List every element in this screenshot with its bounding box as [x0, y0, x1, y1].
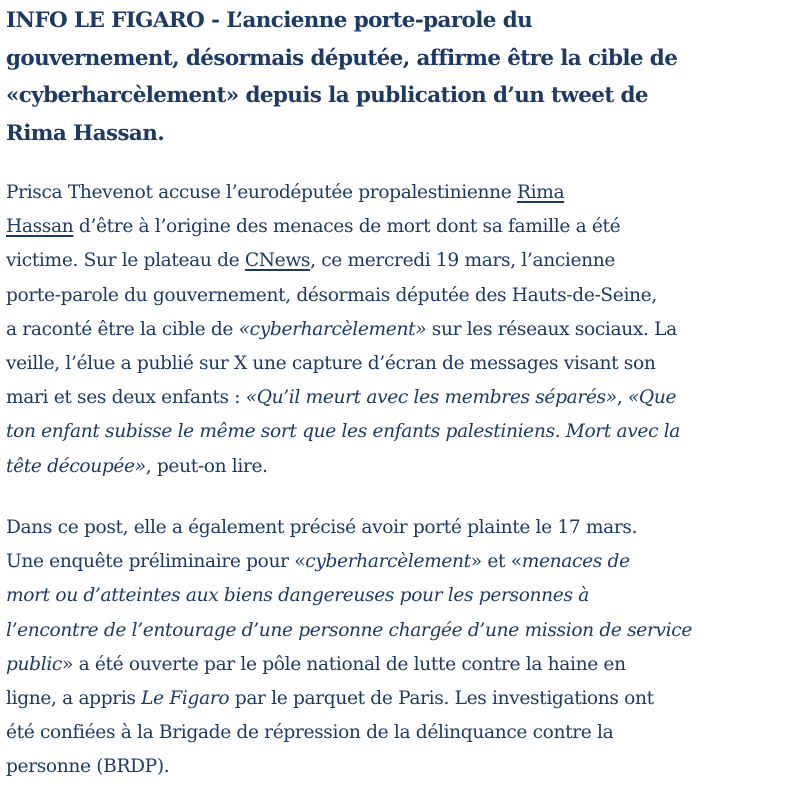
text-line — [6, 450, 680, 484]
text: mari et ses deux enfants : — [6, 387, 246, 409]
text-line: porte-parole du gouvernement, désormais députée des Hauts-de-Seine, — [6, 284, 657, 306]
text-line — [6, 176, 680, 210]
text: d’être à l’origine des menaces de mort dont sa famille a été — [73, 216, 621, 238]
link-rima-hassan-continued[interactable]: Hassan — [6, 216, 74, 238]
text: a raconté être la cible de — [6, 318, 239, 340]
quote-italic: tête découpée» — [6, 455, 146, 477]
headline-line: «cyberharcèlement» depuis la publication d’un tweet de — [6, 83, 648, 108]
quote-italic: «Que — [627, 387, 677, 409]
text-line — [6, 381, 680, 415]
article — [6, 0, 784, 778]
text-line — [6, 682, 692, 716]
text: , — [616, 387, 628, 409]
text: par le parquet de Paris. Les investigations ont — [229, 688, 654, 710]
text-line: veille, l’élue a publié sur X une capture d’écran de messages visant son — [6, 353, 656, 375]
headline-line: gouvernement, désormais députée, affirme être la cible de — [6, 45, 678, 71]
link-rima-hassan[interactable]: Rima — [516, 182, 565, 203]
text: sur les réseaux sociaux. La — [426, 318, 677, 340]
quote-italic: «Qu’il meurt avec les membres séparés» — [245, 387, 617, 409]
text-line — [6, 313, 680, 347]
text: ligne, a appris — [6, 688, 142, 710]
text-line — [6, 648, 692, 682]
text-line — [6, 244, 680, 278]
headline-line: INFO LE FIGARO - L’ancienne porte-parole du — [6, 8, 533, 33]
article-paragraph-2 — [6, 511, 692, 785]
article-paragraph-1 — [6, 176, 680, 484]
text: » a été ouverte par le pôle national de lutte contre la haine en — [62, 653, 626, 675]
quote-italic: public — [6, 653, 62, 675]
text: Une enquête préliminaire pour « — [6, 551, 306, 573]
text: , ce mercredi 19 mars, l’ancienne — [310, 250, 616, 272]
quote-italic: ton enfant subisse le même sort que les enfants palestiniens. Mort avec la — [6, 421, 681, 443]
quote-italic: «cyberharcèlement» — [238, 318, 427, 340]
quote-italic: mort ou d’atteintes aux biens dangereuses pour les personnes à — [6, 585, 589, 607]
text-line — [6, 579, 692, 613]
link-cnews[interactable]: CNews — [244, 250, 311, 272]
text-line: personne (BRDP). — [6, 756, 170, 778]
quote-italic: menaces de — [521, 551, 630, 573]
text-line: été confiées à la Brigade de répression de la délinquance contre la — [6, 722, 614, 744]
text-line — [6, 210, 680, 244]
text: Prisca Thevenot accuse l’eurodéputée propalestinienne — [6, 182, 517, 203]
quote-italic: cyberharcèlement — [305, 551, 471, 573]
text-line — [6, 545, 692, 579]
publication-name-italic: Le Figaro — [141, 688, 230, 710]
quote-italic: l’encontre de l’entourage d’une personne chargée d’une mission de service — [6, 619, 692, 641]
headline-line: Rima Hassan. — [6, 120, 165, 146]
text-line — [6, 415, 680, 449]
text-line — [6, 614, 692, 648]
text: , peut-on lire. — [145, 455, 268, 477]
text: » et « — [470, 551, 522, 573]
text-line: Dans ce post, elle a également précisé avoir porté plainte le 17 mars. — [6, 517, 638, 538]
article-headline — [6, 2, 784, 152]
text: victime. Sur le plateau de — [6, 250, 245, 272]
